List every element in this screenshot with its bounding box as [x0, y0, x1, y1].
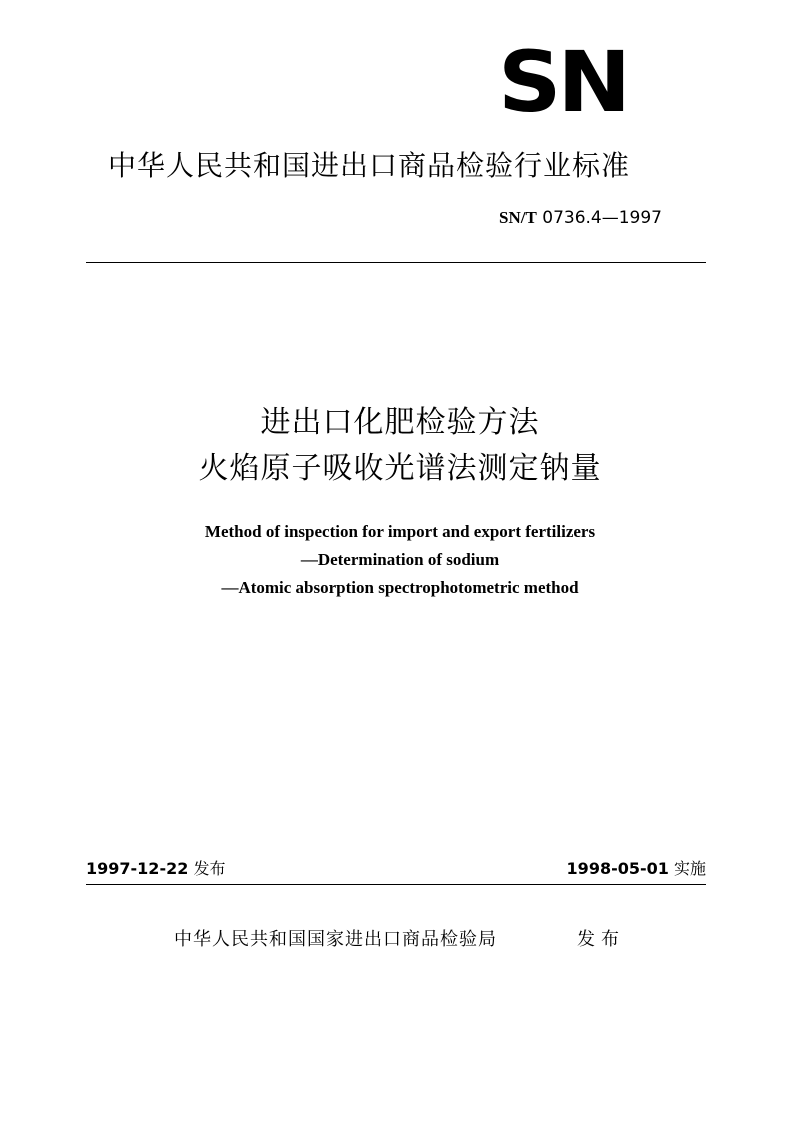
top-divider	[86, 262, 706, 263]
chinese-title-line-1: 进出口化肥检验方法	[260, 405, 540, 440]
standard-code-prefix: SN/T	[499, 208, 537, 227]
standard-code-number: 0736.4—1997	[542, 208, 662, 228]
issuing-authority: 中华人民共和国国家进出口商品检验局	[174, 929, 497, 950]
chinese-title-line-2: 火焰原子吸收光谱法测定钠量	[198, 451, 602, 486]
english-title-line-3: —Atomic absorption spectrophotometric method	[221, 578, 579, 597]
implementation-date-label: 实施	[673, 859, 706, 878]
standard-code	[460, 204, 662, 232]
issue-date-label: 发布	[193, 859, 226, 878]
issue-word: 发布	[577, 929, 625, 950]
implementation-date-block	[567, 856, 706, 882]
standard-category-title: 中华人民共和国进出口商品检验行业标准	[108, 149, 631, 182]
issue-date: 1997-12-22	[86, 859, 189, 878]
implementation-date: 1998-05-01	[566, 859, 669, 878]
sn-logo: SN	[498, 33, 627, 131]
english-title-line-1: Method of inspection for import and export fertilizers	[204, 522, 596, 541]
english-title-line-2: —Determination of sodium	[300, 550, 500, 569]
issue-date-block	[86, 856, 225, 882]
bottom-divider	[86, 884, 706, 885]
